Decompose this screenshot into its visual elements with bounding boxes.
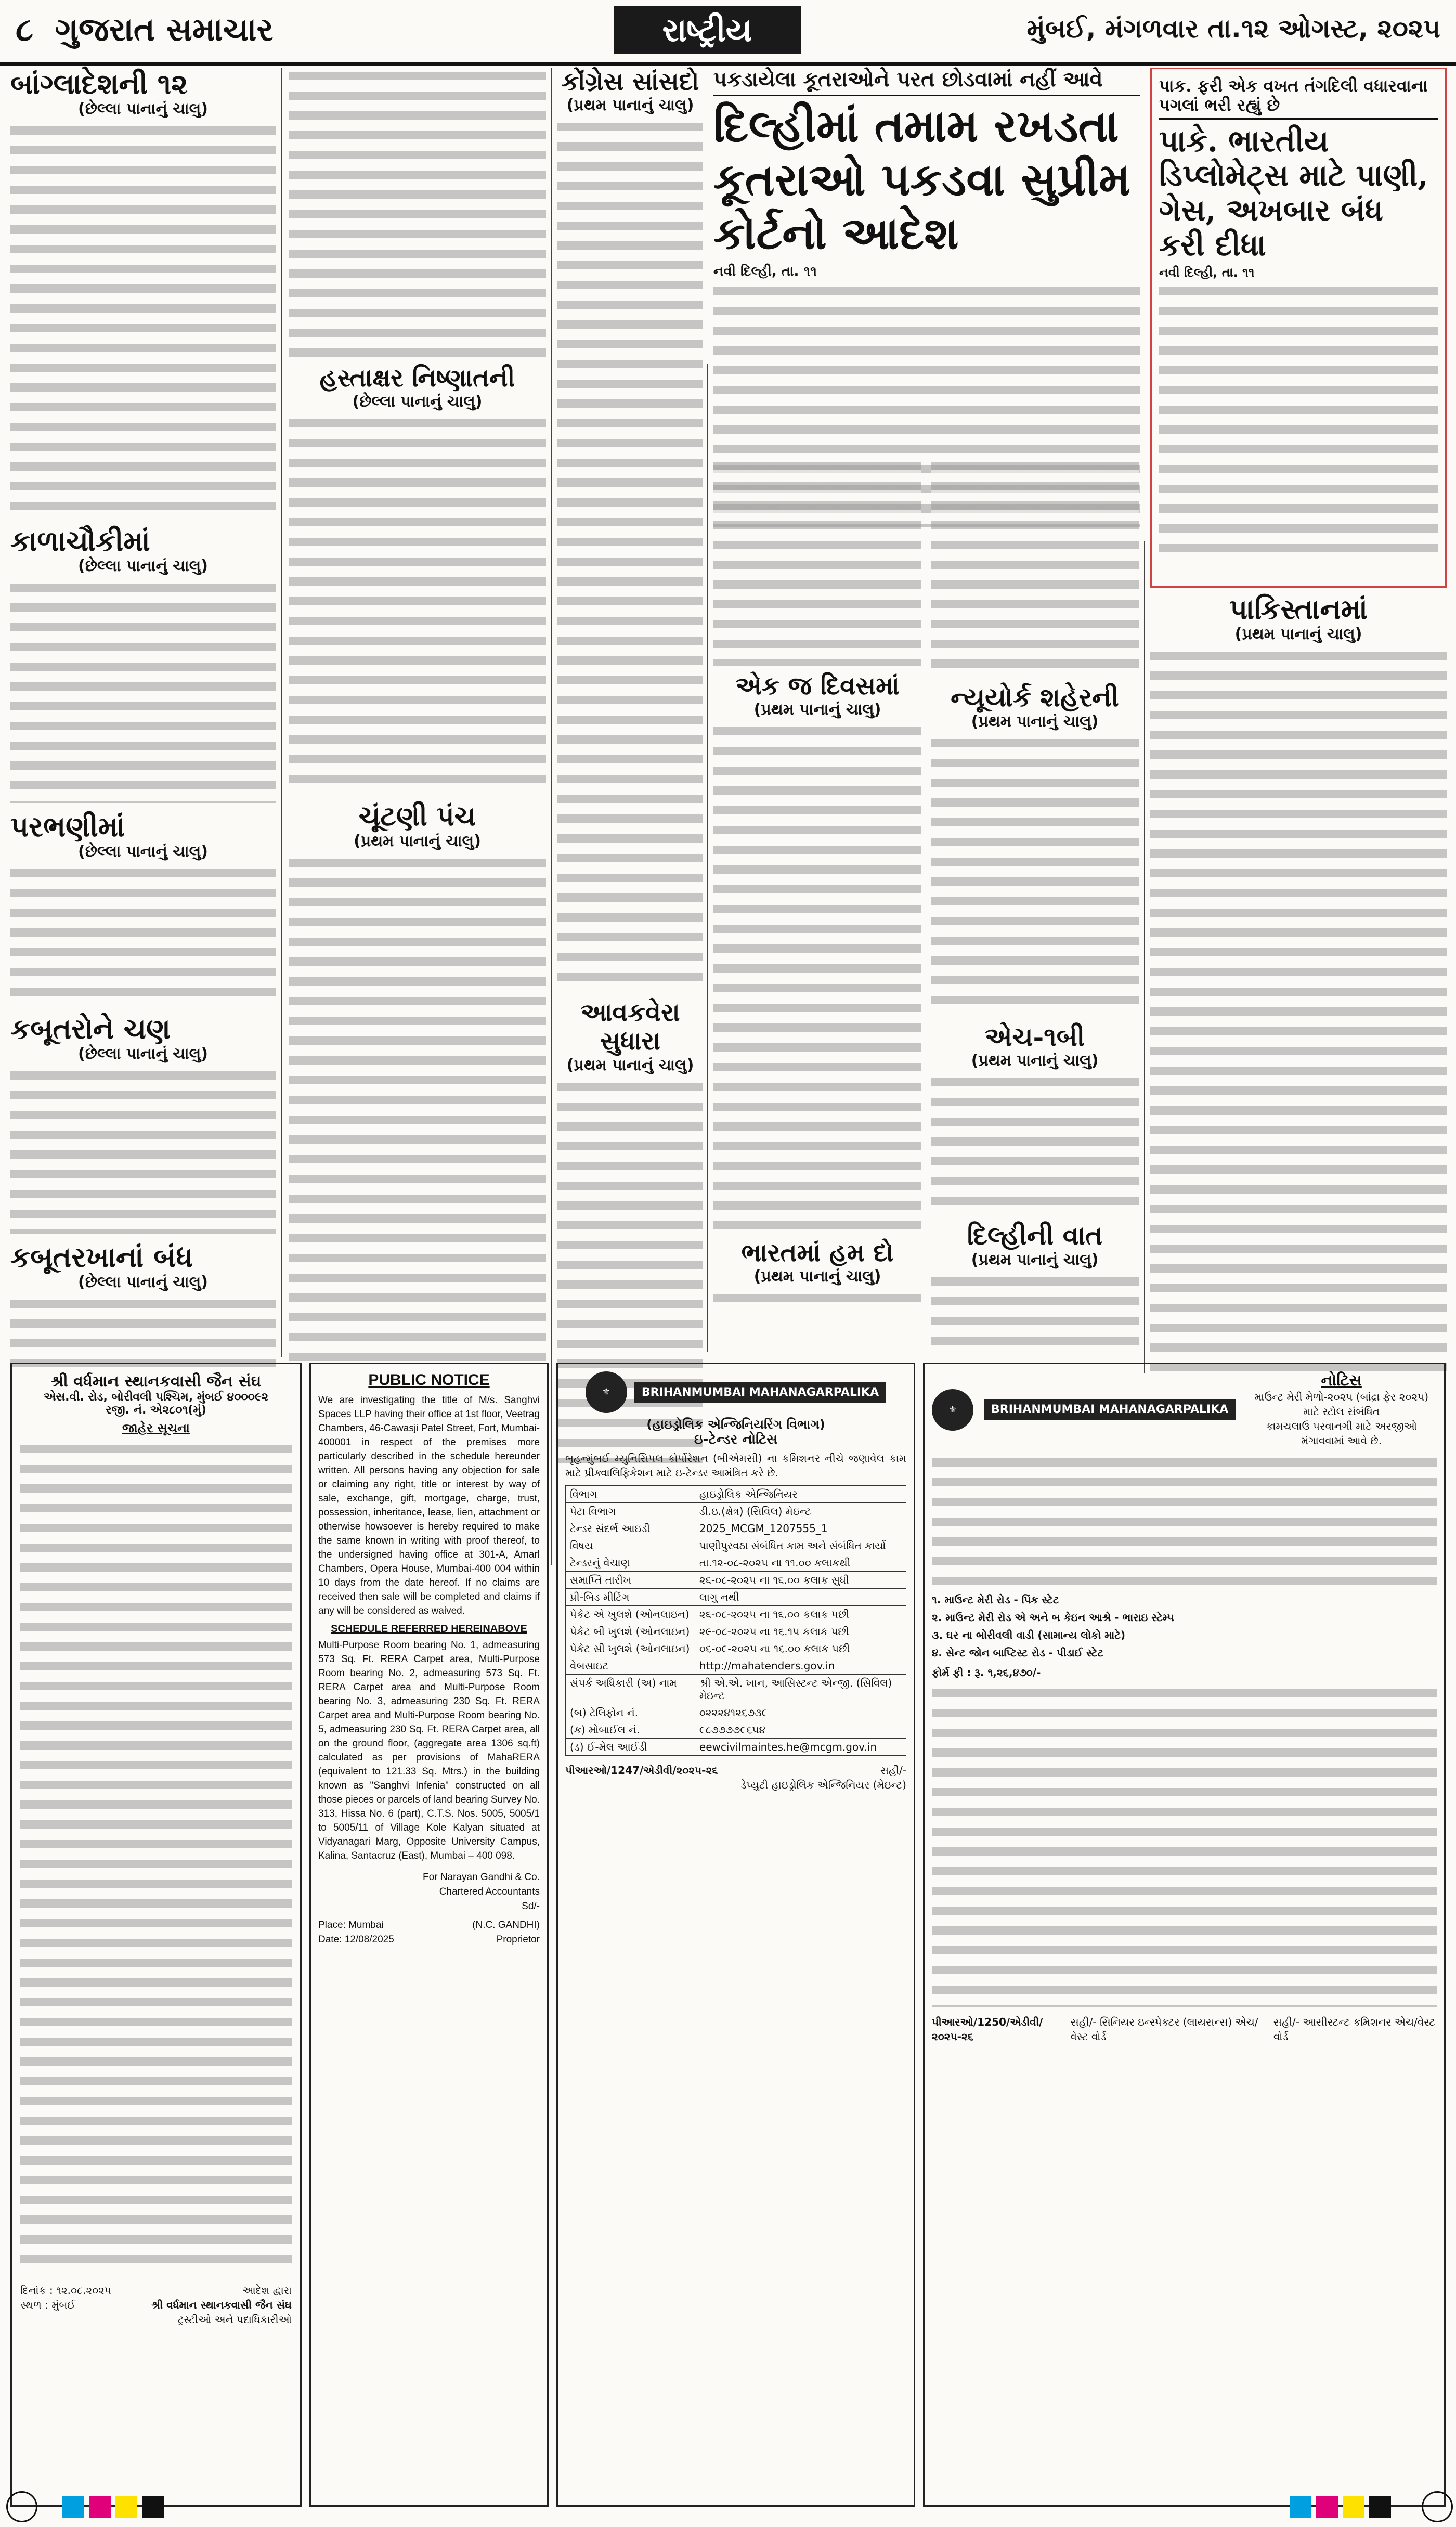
headline-pigeon-feed: કબૂતરોને ચણ (10, 1012, 171, 1046)
bmc-logo-block (565, 1371, 906, 1413)
table-value: ડી.ઇ.(ક્ષેત્ર) (સિવિલ) મેઇન્ટ (695, 1503, 906, 1520)
article-body (557, 119, 703, 992)
bmc-footer (565, 1763, 906, 1792)
table-value: ૯૮૭૭૭૭૯૬૫૪ (695, 1721, 906, 1739)
page-header (0, 0, 1456, 66)
bmc2-items (932, 1592, 1437, 1660)
article-body (931, 735, 1139, 1016)
list-item: ૩. ઘર ના બોરીવલી વાડી (સામાન્ય લોકો માટે) (932, 1629, 1126, 1641)
headline-kalachowki: કાળાચૌકીમાં (10, 524, 150, 558)
table-value: 2025_MCGM_1207555_1 (695, 1520, 906, 1537)
table-row (566, 1503, 906, 1520)
bmc-org: BRIHANMUMBAI MAHANAGARPALIKA (634, 1382, 886, 1403)
continued-label: (પ્રથમ પાનાનું ચાલુ) (1234, 625, 1362, 644)
paper-name: ગુજરાત સમાચાર (55, 10, 274, 48)
schedule-title: SCHEDULE REFERRED HEREINABOVE (331, 1623, 527, 1635)
bmc2-footer (932, 2015, 1437, 2044)
table-key: વિષય (566, 1537, 695, 1554)
table-value: ૨૬-૦૮-૨૦૨૫ ના ૧૬.૦૦ કલાક સુધી (695, 1572, 906, 1589)
table-row (566, 1606, 906, 1623)
color-strip (62, 2496, 166, 2520)
page-number: ૮ (16, 10, 34, 48)
table-key: ટેન્ડર સંદર્ભ આઇડી (566, 1520, 695, 1537)
bmc-seal-icon: ⚜ (586, 1371, 627, 1413)
article-body (713, 1290, 921, 1311)
society-sign: શ્રી વર્ધમાન સ્થાનકવાસી જૈન સંઘ (151, 2299, 292, 2311)
continued-label: (છેલ્લા પાનાનું ચાલુ) (77, 1273, 209, 1292)
headline-same-day: એક જ દિવસમાં (735, 671, 900, 701)
table-row (566, 1486, 906, 1503)
dogs-dateline: નવી દિલ્હી, તા. ૧૧ (713, 263, 817, 279)
continued-label: (પ્રથમ પાનાનું ચાલુ) (971, 1250, 1099, 1269)
bmc-sign: સહી/- (880, 1764, 906, 1777)
table-row (566, 1739, 906, 1756)
place-line: Place: Mumbai (318, 1920, 384, 1930)
schedule-body: Multi-Purpose Room bearing No. 1, admeasuring 573 Sq. Ft. RERA Carpet area, Multi-Purpose Room bearing No. 2, admeasuring 573 Sq. Ft. RERA Carpet area and Multi-Purpose Room bearing No. 3, admeasuring 230 Sq. Ft. RERA Carpet area and Multi-Purpose Room bearing No. 5, admeasuring 230 Sq. Ft. RERA Carpet area, all on the ground floor, (aggregate area 1306 sq.ft) calculated as per provisions of MahaRERA (equivalent to 121.33 Sq. Mtrs.) in the building known as "Sanghvi Infenia" constructed on all those pieces or parcels of land bearing Survey No. 313, Hissa No. 6 (part), C.T.S. Nos. 5005, 5005/1 to 5005/11 of Village Kole Kalyan situated at Vidyanagari Marg, Opposite University Campus, Kalina, Santacruz (East), Mumbai – 400 098. (318, 1640, 540, 1861)
table-row (566, 1554, 906, 1572)
table-row (566, 1721, 906, 1739)
table-value: ૦૨૨૨૪૧૨૬૭૩૯ (695, 1704, 906, 1721)
magenta-swatch (89, 2496, 111, 2518)
column-divider (551, 68, 552, 1565)
column-divider (281, 68, 282, 1357)
table-key: પેકેટ બી ખુલશે (ઓનલાઇન) (566, 1623, 695, 1640)
column-2 (289, 68, 546, 1369)
society-trustees: ટ્રસ્ટીઓ અને પદાધિકારીઓ (177, 2313, 292, 2326)
table-key: (ક) મોબાઈલ નં. (566, 1721, 695, 1739)
public-notice-title: PUBLIC NOTICE (368, 1371, 490, 1389)
table-row (566, 1589, 906, 1606)
table-key: (બ) ટેલિફોન નં. (566, 1704, 695, 1721)
paper-masthead (16, 10, 274, 49)
table-key: (ડ) ઈ-મેલ આઈડી (566, 1739, 695, 1756)
bmc2-logo-block (932, 1371, 1437, 1448)
column-divider (1144, 541, 1145, 1373)
pak-kicker: પાક. ફરી એક વખત તંગદિલી વધારવાના પગલાં ભરી રહ્યું છે (1159, 76, 1438, 120)
table-value: શ્રી એ.એ. ખાન, આસિસ્ટન્ટ એન્જી. (સિવિલ) મેઇન્ટ (695, 1675, 906, 1704)
table-value: eewcivilmaintes.he@mcgm.gov.in (695, 1739, 906, 1756)
notice-body (932, 1454, 1437, 1589)
notice-body (932, 1685, 1437, 2007)
table-value: પાણીપુરવઠા સંબંધિત કામ અને સંબંધિત કાર્યો (695, 1537, 906, 1554)
column-4 (713, 458, 921, 1311)
table-value: ૨૯-૦૮-૨૦૨૫ ના ૧૬.૧૫ કલાક પછી (695, 1623, 906, 1640)
continued-label: (પ્રથમ પાનાનું ચાલુ) (753, 701, 881, 719)
bmc-signer: ડેપ્યુટી હાઇડ્રોલિક એન્જિનિયર (મેઇન્ટ) (740, 1779, 906, 1791)
continued-label: (પ્રથમ પાનાનું ચાલુ) (971, 1052, 1099, 1070)
table-row (566, 1675, 906, 1704)
list-item: ૪. સેન્ટ જોન બાપ્ટિસ્ટ રોડ - પીડાઈ સ્ટેટ (932, 1647, 1104, 1659)
table-key: ટેન્ડરનું વેચાણ (566, 1554, 695, 1572)
dateline: મુંબઈ, મંગળવાર તા.૧૨ ઓગસ્ટ, ૨૦૨૫ (1026, 14, 1440, 44)
black-swatch (142, 2496, 164, 2518)
black-swatch (1369, 2496, 1391, 2518)
notice-body (20, 1441, 292, 2273)
headline-parbhani: પરભણીમાં (10, 810, 125, 844)
registration-mark-icon (1422, 2491, 1453, 2522)
pak-story (1150, 68, 1447, 588)
headline-handwriting-expert: હસ્તાક્ષર નિષ્ણાતની (319, 364, 515, 393)
article-body (10, 1067, 276, 1234)
continued-label: (પ્રથમ પાનાનું ચાલુ) (753, 1267, 881, 1286)
bmc-tender-table (565, 1485, 906, 1756)
section-label: રાષ્ટ્રીય (614, 6, 801, 54)
continued-label: (પ્રથમ પાનાનું ચાલુ) (354, 832, 481, 850)
continued-label: (પ્રથમ પાનાનું ચાલુ) (971, 712, 1099, 731)
bmc2-ref: પીઆરઓ/1250/એડીવી/૨૦૨૫-૨૬ (932, 2016, 1043, 2043)
headline-income-tax-reform: આવકવેરા સુધારા (580, 998, 680, 1056)
column-1 (10, 68, 276, 1379)
bmc2-line1: માઉન્ટ મેરી મેળો-૨૦૨૫ (બાંદ્રા ફેર ૨૦૨૫) માટે સ્ટોલ સંબંધિત (1254, 1391, 1429, 1418)
article-body (289, 854, 546, 1369)
table-value: ૦૬-૦૯-૨૦૨૫ ના ૧૬.૦૦ કલાક પછી (695, 1640, 906, 1657)
article-body (1150, 647, 1447, 1381)
bmc2-seal-icon: ⚜ (932, 1389, 973, 1431)
table-value: http://mahatenders.gov.in (695, 1657, 906, 1675)
public-notice (309, 1363, 549, 2507)
public-notice-footer (318, 1918, 540, 1947)
bmc2-title: નોટિસ (1321, 1371, 1362, 1390)
bmc-type: ઇ-ટેન્ડર નોટિસ (694, 1432, 778, 1447)
headline-new-york: ન્યૂયોર્ક શહેરની (951, 682, 1119, 712)
bmc2-sign-right: સહી/- આસીસ્ટન્ટ કમિશનર એચ/વેસ્ટ વોર્ડ (1273, 2016, 1435, 2043)
headline-congress-mps: કોંગ્રેસ સાંસદો (561, 67, 699, 96)
registration-mark-icon (6, 2491, 37, 2522)
article-body (10, 579, 276, 803)
table-key: વિભાગ (566, 1486, 695, 1503)
table-key: પ્રી-બિડ મીટિંગ (566, 1589, 695, 1606)
for-line: For Narayan Gandhi & Co. (423, 1872, 540, 1883)
society-place: સ્થળ : મુંબઈ (20, 2299, 75, 2311)
bmc2-org: BRIHANMUMBAI MAHANAGARPALIKA (984, 1399, 1236, 1420)
dogs-kicker: પકડાયેલા કૂતરાઓને પરત છોડવામાં નહીં આવે (713, 68, 1140, 96)
headline-india-hum-do: ભારતમાં હમ દો (741, 1238, 894, 1268)
society-footer (20, 2283, 292, 2327)
pak-dateline: નવી દિલ્હી, તા. ૧૧ (1159, 265, 1255, 280)
headline-h1b: એચ-૧બી (984, 1021, 1085, 1052)
headline-election-commission: ચૂંટણી પંચ (358, 800, 476, 833)
column-divider (707, 364, 708, 1352)
article-body (713, 458, 921, 666)
pak-continued (1150, 593, 1447, 1381)
society-notice (10, 1363, 302, 2507)
continued-label: (છેલ્લા પાનાનું ચાલુ) (77, 1045, 209, 1064)
article-body (713, 723, 921, 1233)
table-key: સમાપ્તિ તારીખ (566, 1572, 695, 1589)
bmc-tender-notice (556, 1363, 915, 2507)
table-key: પેકેટ સી ખુલશે (ઓનલાઇન) (566, 1640, 695, 1657)
table-row (566, 1537, 906, 1554)
article-body (289, 68, 546, 359)
continued-label: (છેલ્લા પાનાનું ચાલુ) (77, 557, 209, 576)
yellow-swatch (1343, 2496, 1364, 2518)
headline-bangladesh: બાંગ્લાદેશની ૧૨ (10, 67, 188, 100)
public-notice-body: We are investigating the title of M/s. Sanghvi Spaces LLP having their office at 1st floor, Veetrag Chambers, 46-Cawasji Patel Street, Fort, Mumbai-400001 in respect of the premises more particularly described in the schedule hereunder written. All persons having any objection for sale or claiming any right, title or interest by way of sale, exchange, gift, mortgage, charge, trust, possession, inheritance, lease, lien, attachment or otherwise howsoever is hereby required to make the same known in writing with proof thereof, to the undersigned having office at 301-A, Amarl Chambers, Opera House, Mumbai-400 004 within 10 days from the date hereof. If no claims are received then sale will be completed and claims if any will be considered as waived. (318, 1395, 540, 1616)
bmc-intro: બૃહન્મુંબઈ મ્યુનિસિપલ કોર્પોરેશન (બીએમસી) ના કમિશનર નીચે જણાવેલ કામ માટે પ્રીક્વાલિફિકેશન માટે ઇ-ટેન્ડર આમંત્રિત કરે છે. (565, 1452, 906, 1479)
article-body (931, 458, 1139, 676)
table-key: પેટા વિભાગ (566, 1503, 695, 1520)
color-strip (1290, 2496, 1393, 2520)
column-3 (557, 68, 703, 1463)
list-item: ૧. માઉન્ટ મેરી રોડ - પિંક સ્ટેટ (932, 1593, 1059, 1606)
headline-delhi-vat: દિલ્હીની વાત (967, 1220, 1103, 1251)
continued-label: (છેલ્લા પાનાનું ચાલુ) (77, 100, 209, 119)
ca-line: Chartered Accountants (439, 1886, 540, 1897)
society-date: દિનાંક : ૧૨.૦૮.૨૦૨૫ (20, 2284, 112, 2297)
cyan-swatch (62, 2496, 84, 2518)
society-section: જાહેર સૂચના (122, 1421, 190, 1435)
society-address: એસ.વી. રોડ, બોરીવલી પશ્ચિમ, મુંબઈ ૪૦૦૦૯૨ (44, 1391, 268, 1404)
sd-line: Sd/- (522, 1901, 540, 1912)
list-item: ૨. માઉન્ટ મેરી રોડ એ અને બ કેઇન આશ્રે - ભારાઇ સ્ટેમ્પ (932, 1611, 1174, 1624)
table-key: પેકેટ એ ખુલશે (ઓનલાઇન) (566, 1606, 695, 1623)
column-5 (931, 458, 1139, 1356)
society-reg: રજી. નં. એ૨૮૦૧(મું) (106, 1404, 206, 1417)
continued-label: (છેલ્લા પાનાનું ચાલુ) (352, 393, 483, 411)
bmc-dept: (હાઇડ્રોલિક એન્જિનિયરિંગ વિભાગ) (646, 1417, 825, 1432)
bmc2-sign-left: સહી/- સિનિયર ઇન્સ્પેક્ટર (લાયસન્સ) એચ/વેસ્ટ વોર્ડ (1070, 2016, 1258, 2043)
table-row (566, 1704, 906, 1721)
article-body (289, 415, 546, 795)
headline-pakistan: પાકિસ્તાનમાં (1229, 592, 1368, 626)
society-order: આદેશ દ્વારા (242, 2284, 292, 2297)
table-row (566, 1657, 906, 1675)
article-body (1159, 283, 1438, 553)
table-row (566, 1623, 906, 1640)
table-row (566, 1520, 906, 1537)
continued-label: (પ્રથમ પાનાનું ચાલુ) (566, 1056, 694, 1074)
date-line: Date: 12/08/2025 (318, 1934, 394, 1945)
cyan-swatch (1290, 2496, 1311, 2518)
continued-label: (છેલ્લા પાનાનું ચાલુ) (77, 843, 209, 861)
public-notice-signoff (318, 1870, 540, 1914)
table-value: હાઇડ્રોલિક એન્જિનિયર (695, 1486, 906, 1503)
headline-pigeon-houses: કબૂતરખાનાં બંધ (10, 1240, 193, 1274)
table-value: તા.૧૨-૦૮-૨૦૨૫ ના ૧૧.૦૦ કલાકથી (695, 1554, 906, 1572)
table-row (566, 1572, 906, 1589)
yellow-swatch (115, 2496, 137, 2518)
pak-headline: પાકે. ભારતીય ડિપ્લોમેટ્સ માટે પાણી, ગેસ, અખબાર બંધ કરી દીધા (1159, 123, 1428, 263)
table-value: લાગુ નથી (695, 1589, 906, 1606)
bmc2-line2: કામચલાઉ પરવાનગી માટે અરજીઓ મંગાવવામાં આવે છે. (1266, 1420, 1417, 1447)
article-body (10, 865, 276, 1005)
bmc2-fee: ફોર્મ ફી : રૂ. ૧,૨૬,૪૭૦/- (932, 1666, 1041, 1679)
dogs-headline: દિલ્હીમાં તમામ રખડતા કૂતરાઓ પકડવા સુપ્રીમ કોર્ટનો આદેશ (713, 100, 1130, 260)
role-line: Proprietor (496, 1934, 540, 1945)
article-body (10, 122, 276, 517)
table-row (566, 1640, 906, 1657)
society-title: શ્રી વર્ધમાન સ્થાનકવાસી જૈન સંઘ (50, 1372, 262, 1391)
table-value: ૨૬-૦૮-૨૦૨૫ ના ૧૬.૦૦ કલાક પછી (695, 1606, 906, 1623)
article-body (931, 1074, 1139, 1214)
bmc-fair-notice (923, 1363, 1446, 2507)
bmc-ref: પીઆરઓ/1247/એડીવી/૨૦૨૫-૨૬ (565, 1764, 718, 1777)
continued-label: (પ્રથમ પાનાનું ચાલુ) (566, 96, 694, 115)
signer-line: (N.C. GANDHI) (472, 1920, 540, 1930)
table-key: સંપર્ક અધિકારી (અ) નામ (566, 1675, 695, 1704)
table-key: વેબસાઇટ (566, 1657, 695, 1675)
article-body (931, 1273, 1139, 1356)
magenta-swatch (1316, 2496, 1338, 2518)
